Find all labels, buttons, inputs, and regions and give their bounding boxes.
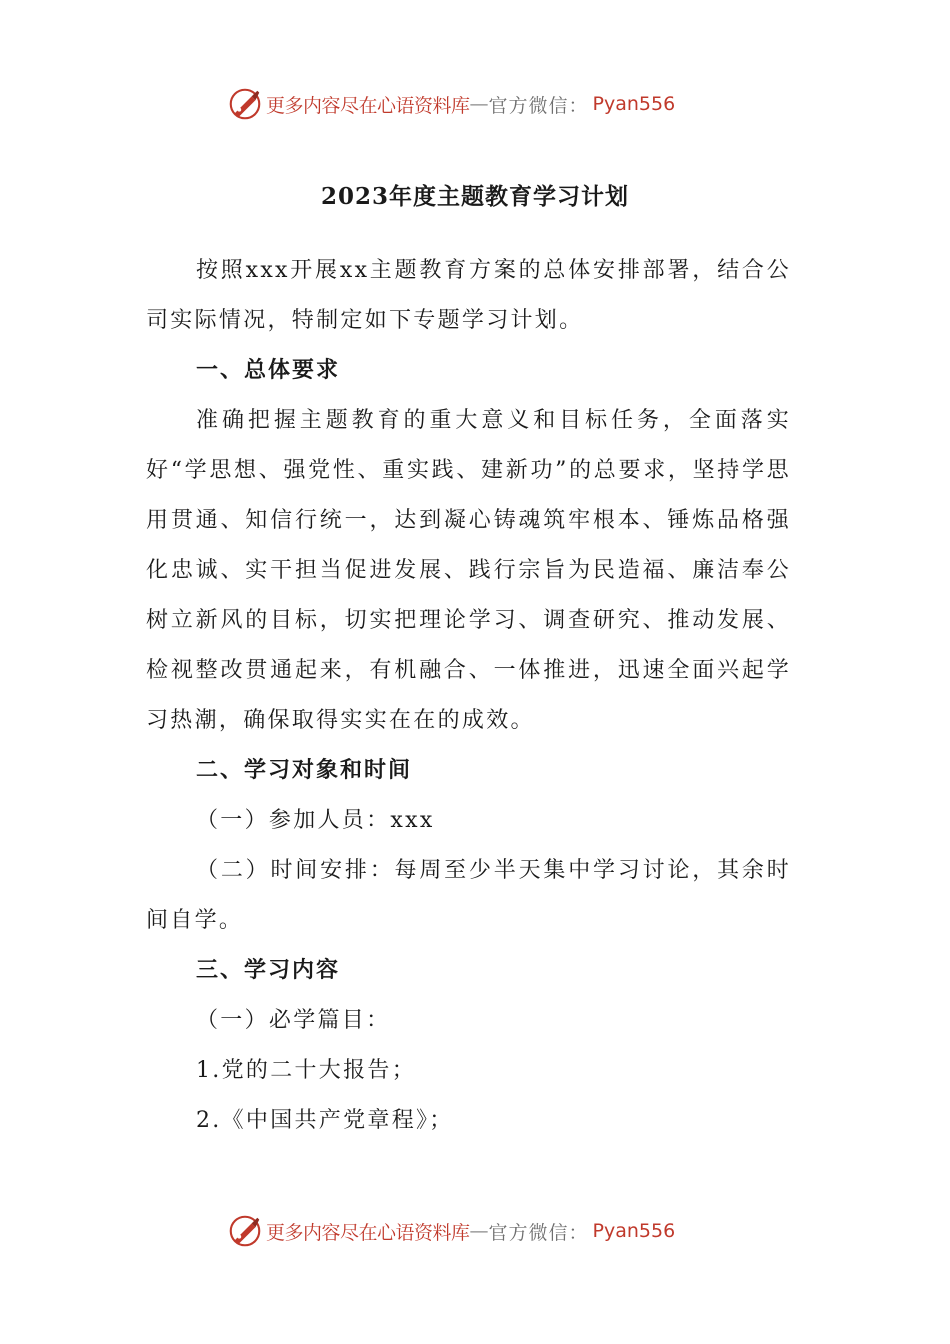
- document-title: 2023年度主题教育学习计划: [320, 183, 629, 210]
- watermark-official-label: 官方微信：: [488, 94, 589, 117]
- watermark-wechat-id: Pyan556: [592, 93, 676, 115]
- list-item: 2.《中国共产党章程》；: [196, 1108, 454, 1133]
- watermark-separator: —: [469, 93, 489, 115]
- section2-item-participants: （一）参加人员：xxx: [196, 808, 435, 833]
- header-watermark: [226, 84, 675, 124]
- watermark-separator: —: [469, 1220, 489, 1242]
- watermark-wechat-id: Pyan556: [592, 1220, 676, 1242]
- section1-paragraph: 准确把握主题教育的重大意义和目标任务，全面落实好“学思想、强党性、重实践、建新功”的总要求，坚持学思用贯通、知信行统一，达到凝心铸魂筑牢根本、锤炼品格强化忠诚、实干担当促进发展、践行宗旨为民造福、廉洁奉公树立新风的目标，切实把理论学习、调查研究、推动发展、检视整改贯通起来，有机融合、一体推进，迅速全面兴起学习热潮，确保取得实实在在的成效。: [146, 408, 791, 733]
- section1-heading: 一、总体要求: [196, 358, 341, 383]
- watermark-main-text: 更多内容尽在心语资料库: [266, 94, 470, 117]
- document-body: [146, 246, 791, 1146]
- section3-heading: 三、学习内容: [196, 958, 341, 983]
- section3-subheading: （一）必学篇目：: [196, 1008, 391, 1033]
- section2-item-schedule: （二）时间安排：每周至少半天集中学习讨论，其余时间自学。: [146, 858, 791, 933]
- list-item: 1.党的二十大报告；: [196, 1058, 416, 1083]
- intro-paragraph: 按照xxx开展xx主题教育方案的总体安排部署，结合公司实际情况，特制定如下专题学习计划。: [146, 258, 791, 333]
- watermark-main-text: 更多内容尽在心语资料库: [266, 1221, 470, 1244]
- pen-nib-logo-icon: [226, 1212, 264, 1250]
- pen-nib-logo-icon: [226, 85, 264, 123]
- section2-heading: 二、学习对象和时间: [196, 758, 413, 783]
- footer-watermark: [226, 1211, 675, 1251]
- watermark-official-label: 官方微信：: [488, 1221, 589, 1244]
